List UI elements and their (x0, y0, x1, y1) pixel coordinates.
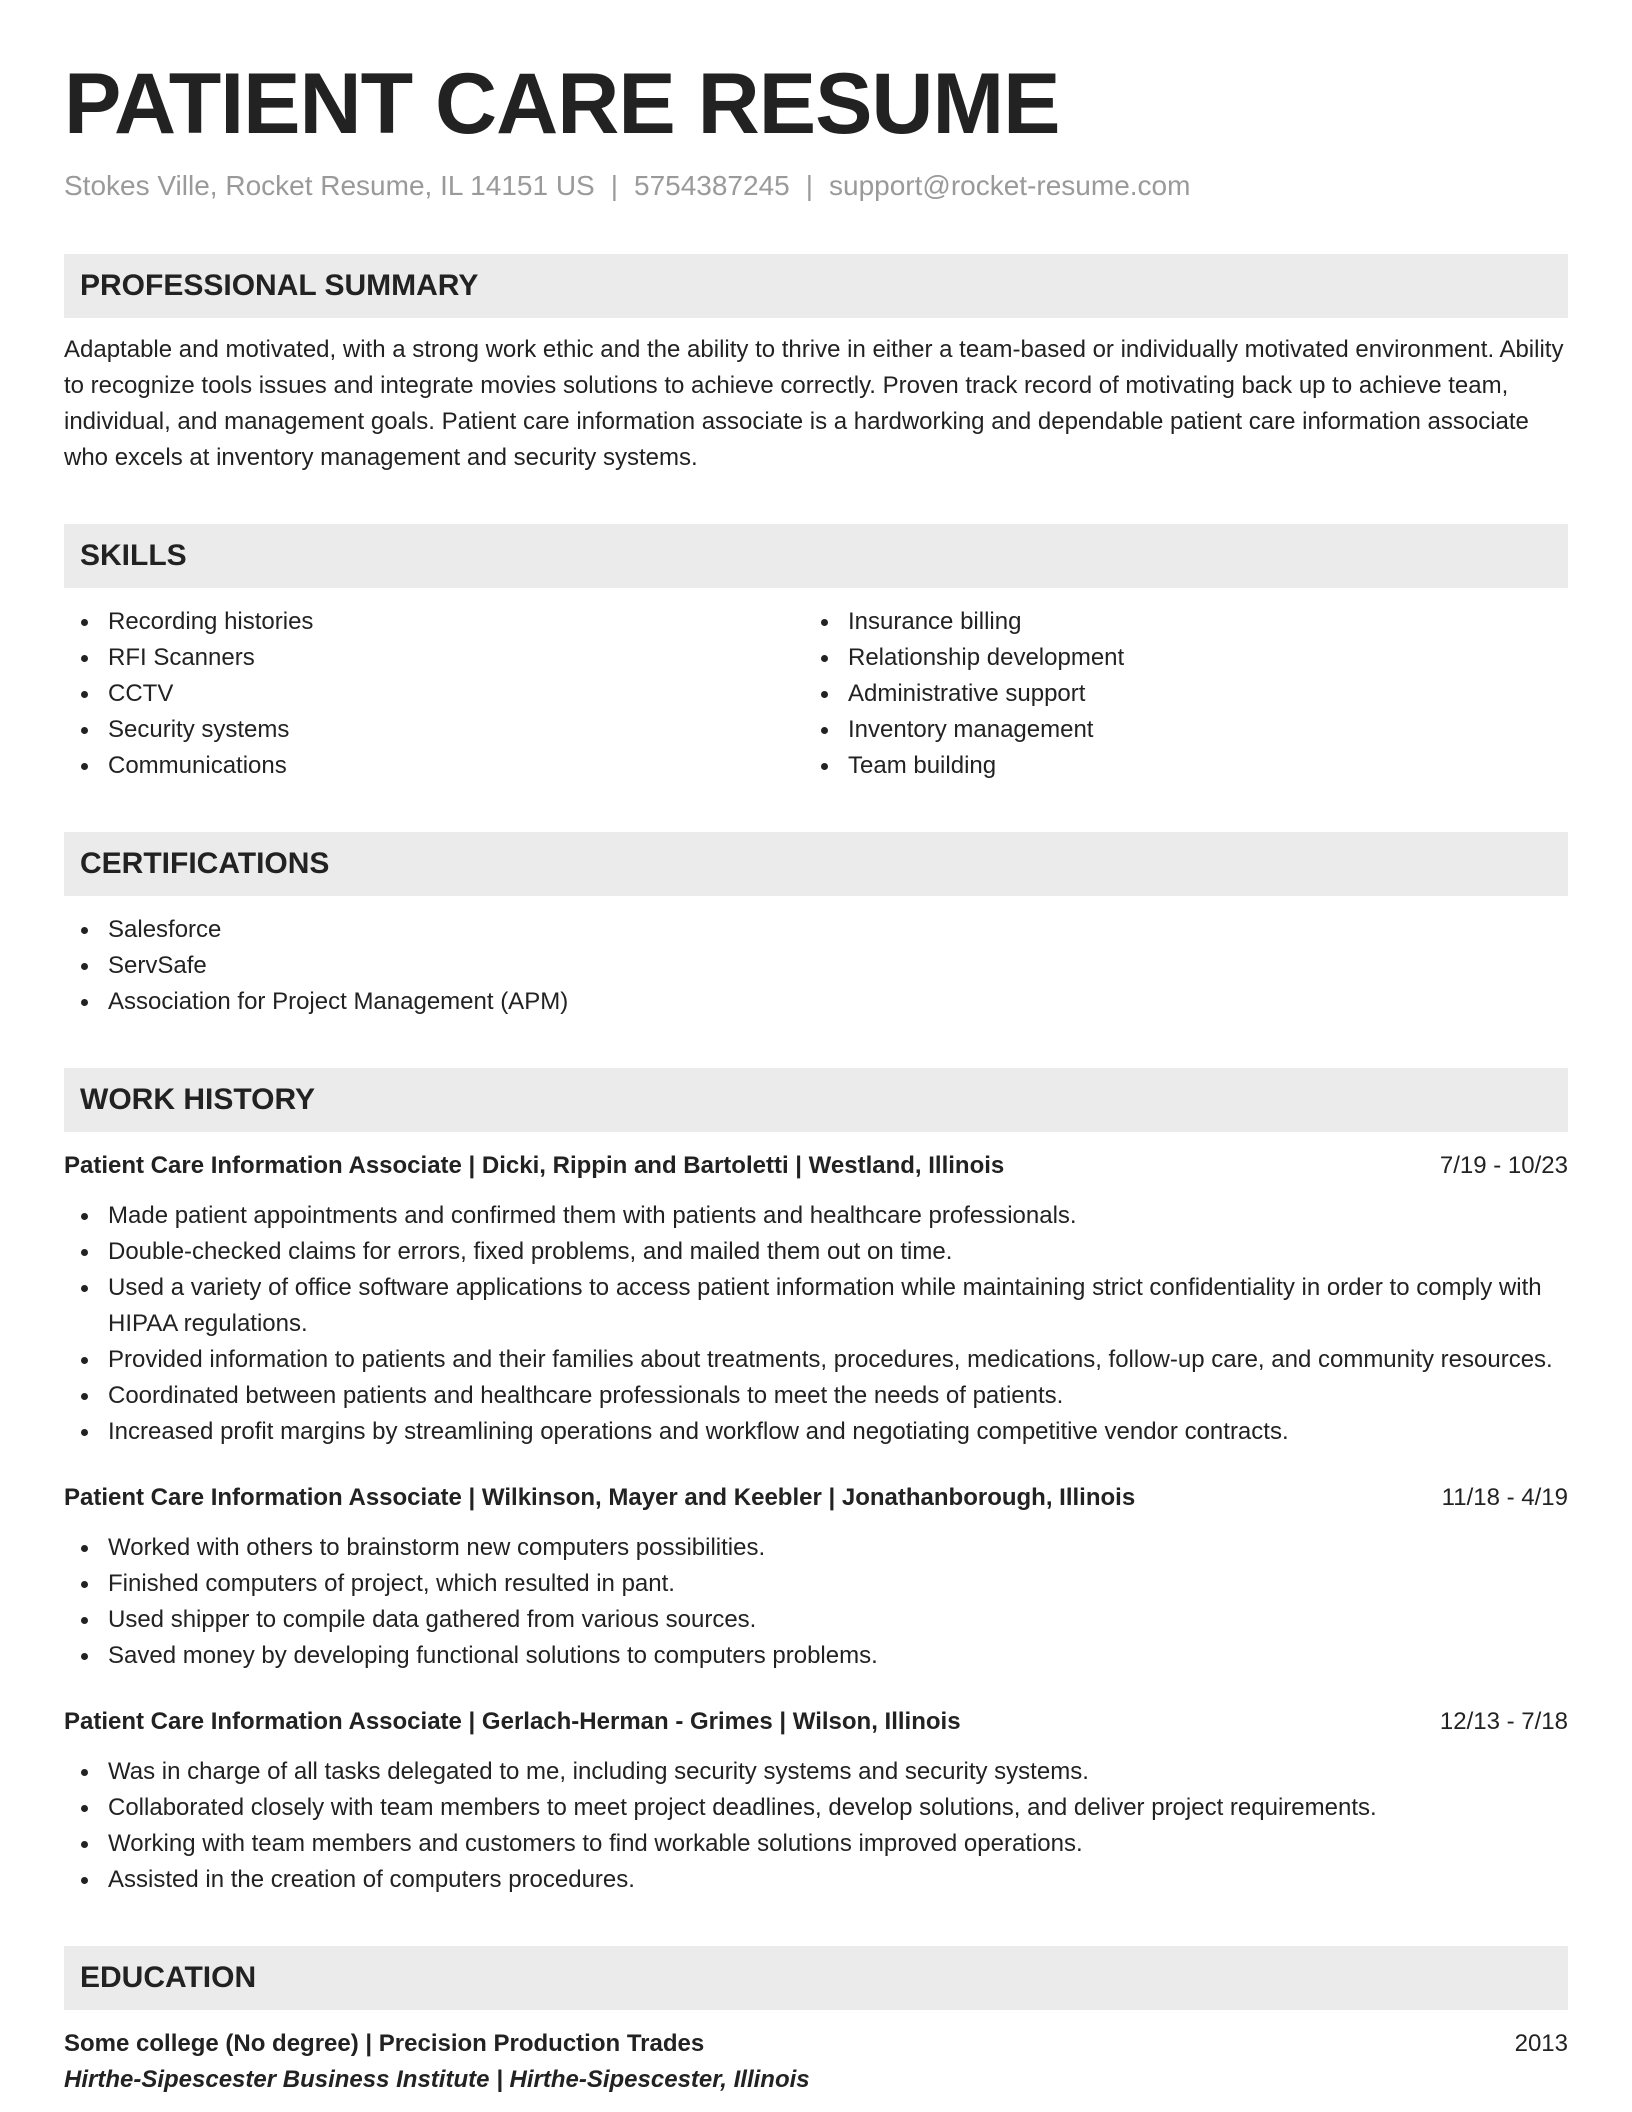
certifications-section-header (64, 832, 1568, 896)
education-header (64, 2026, 1568, 2062)
job-title: Patient Care Information Associate | Gerlach-Herman - Grimes | Wilson, Illinois (64, 1708, 961, 1735)
job-entry (64, 1148, 1568, 1450)
contact-address: Stokes Ville, Rocket Resume, IL 14151 US (64, 170, 595, 201)
contact-separator: | (610, 170, 618, 201)
education-heading: EDUCATION (80, 1961, 257, 1994)
work-history-section-header (64, 1068, 1568, 1132)
skills-section-header (64, 524, 1568, 588)
job-bullet: Coordinated between patients and healthcare professionals to meet the needs of patients. (64, 1378, 1568, 1414)
education-entry (64, 2026, 1568, 2098)
job-bullet: Finished computers of project, which resulted in pant. (64, 1566, 1568, 1602)
certifications-list (64, 912, 1568, 1020)
job-bullet: Provided information to patients and their families about treatments, procedures, medications, follow-up care, and community resources. (64, 1342, 1568, 1378)
education-degree: Some college (No degree) | Precision Production Trades (64, 2030, 705, 2057)
contact-separator: | (805, 170, 814, 201)
certification-item: Association for Project Management (APM) (64, 984, 1568, 1020)
job-dates: 11/18 - 4/19 (1441, 1484, 1568, 1511)
job-dates: 12/13 - 7/18 (1439, 1708, 1568, 1735)
job-bullet: Was in charge of all tasks delegated to me, including security systems and security systems. (64, 1754, 1568, 1790)
job-bullet: Collaborated closely with team members to meet project deadlines, develop solutions, and deliver project requirements. (64, 1790, 1568, 1826)
skill-item: Administrative support (804, 676, 1544, 712)
job-bullet: Increased profit margins by streamlining operations and workflow and negotiating competitive vendor contracts. (64, 1414, 1568, 1450)
skills-column-right (804, 604, 1544, 784)
education-year: 2013 (1514, 2030, 1568, 2057)
skill-item: Insurance billing (804, 604, 1544, 640)
job-header (64, 1148, 1568, 1184)
certifications-heading: CERTIFICATIONS (80, 847, 330, 880)
job-bullets (64, 1530, 1568, 1674)
contact-phone: 5754387245 (634, 170, 790, 201)
job-entry (64, 1704, 1568, 1898)
job-bullet: Worked with others to brainstorm new computers possibilities. (64, 1530, 1568, 1566)
summary-section-header (64, 254, 1568, 318)
job-bullet: Made patient appointments and confirmed them with patients and healthcare professionals. (64, 1198, 1568, 1234)
job-title: Patient Care Information Associate | Dicki, Rippin and Bartoletti | Westland, Illinois (64, 1152, 1005, 1179)
education-school: Hirthe-Sipescester Business Institute | Hirthe-Sipescester, Illinois (64, 2066, 810, 2093)
certification-item: Salesforce (64, 912, 1568, 948)
job-dates: 7/19 - 10/23 (1439, 1152, 1568, 1179)
contact-line (64, 166, 1568, 206)
job-bullet: Used shipper to compile data gathered from various sources. (64, 1602, 1568, 1638)
job-bullet: Working with team members and customers to find workable solutions improved operations. (64, 1826, 1568, 1862)
job-header (64, 1704, 1568, 1740)
skill-item: RFI Scanners (64, 640, 804, 676)
summary-heading: PROFESSIONAL SUMMARY (80, 269, 479, 302)
skill-item: Recording histories (64, 604, 804, 640)
work-history-heading: WORK HISTORY (80, 1083, 316, 1116)
job-bullets (64, 1754, 1568, 1898)
skill-item: Relationship development (804, 640, 1544, 676)
job-bullet: Used a variety of office software applications to access patient information while maintaining strict confidentiality in order to comply with HIPAA regulations. (64, 1270, 1568, 1342)
job-entry (64, 1480, 1568, 1674)
skill-item: Communications (64, 748, 804, 784)
skills-heading: SKILLS (80, 539, 187, 572)
skill-item: CCTV (64, 676, 804, 712)
skill-item: Security systems (64, 712, 804, 748)
skill-item: Team building (804, 748, 1544, 784)
job-bullet: Saved money by developing functional solutions to computers problems. (64, 1638, 1568, 1674)
job-title: Patient Care Information Associate | Wilkinson, Mayer and Keebler | Jonathanborough, Illinois (64, 1484, 1136, 1511)
skills-column-left (64, 604, 804, 784)
skill-item: Inventory management (804, 712, 1544, 748)
resume-title: PATIENT CARE RESUME (64, 56, 1060, 152)
certification-item: ServSafe (64, 948, 1568, 984)
contact-email: support@rocket-resume.com (829, 170, 1191, 201)
skills-list (64, 604, 1568, 784)
education-section-header (64, 1946, 1568, 2010)
job-bullets (64, 1198, 1568, 1450)
job-header (64, 1480, 1568, 1516)
job-bullet: Double-checked claims for errors, fixed problems, and mailed them out on time. (64, 1234, 1568, 1270)
summary-text: Adaptable and motivated, with a strong work ethic and the ability to thrive in either a team-based or individually motivated environment. Ability to recognize tools issues and integrate movies solutions to achieve correctly. Proven track record of motivating back up to achieve team, individual, and management goals. Patient care information associate is a hardworking and dependable patient care information associate who excels at inventory management and security systems. (64, 336, 1564, 471)
job-bullet: Assisted in the creation of computers procedures. (64, 1862, 1568, 1898)
